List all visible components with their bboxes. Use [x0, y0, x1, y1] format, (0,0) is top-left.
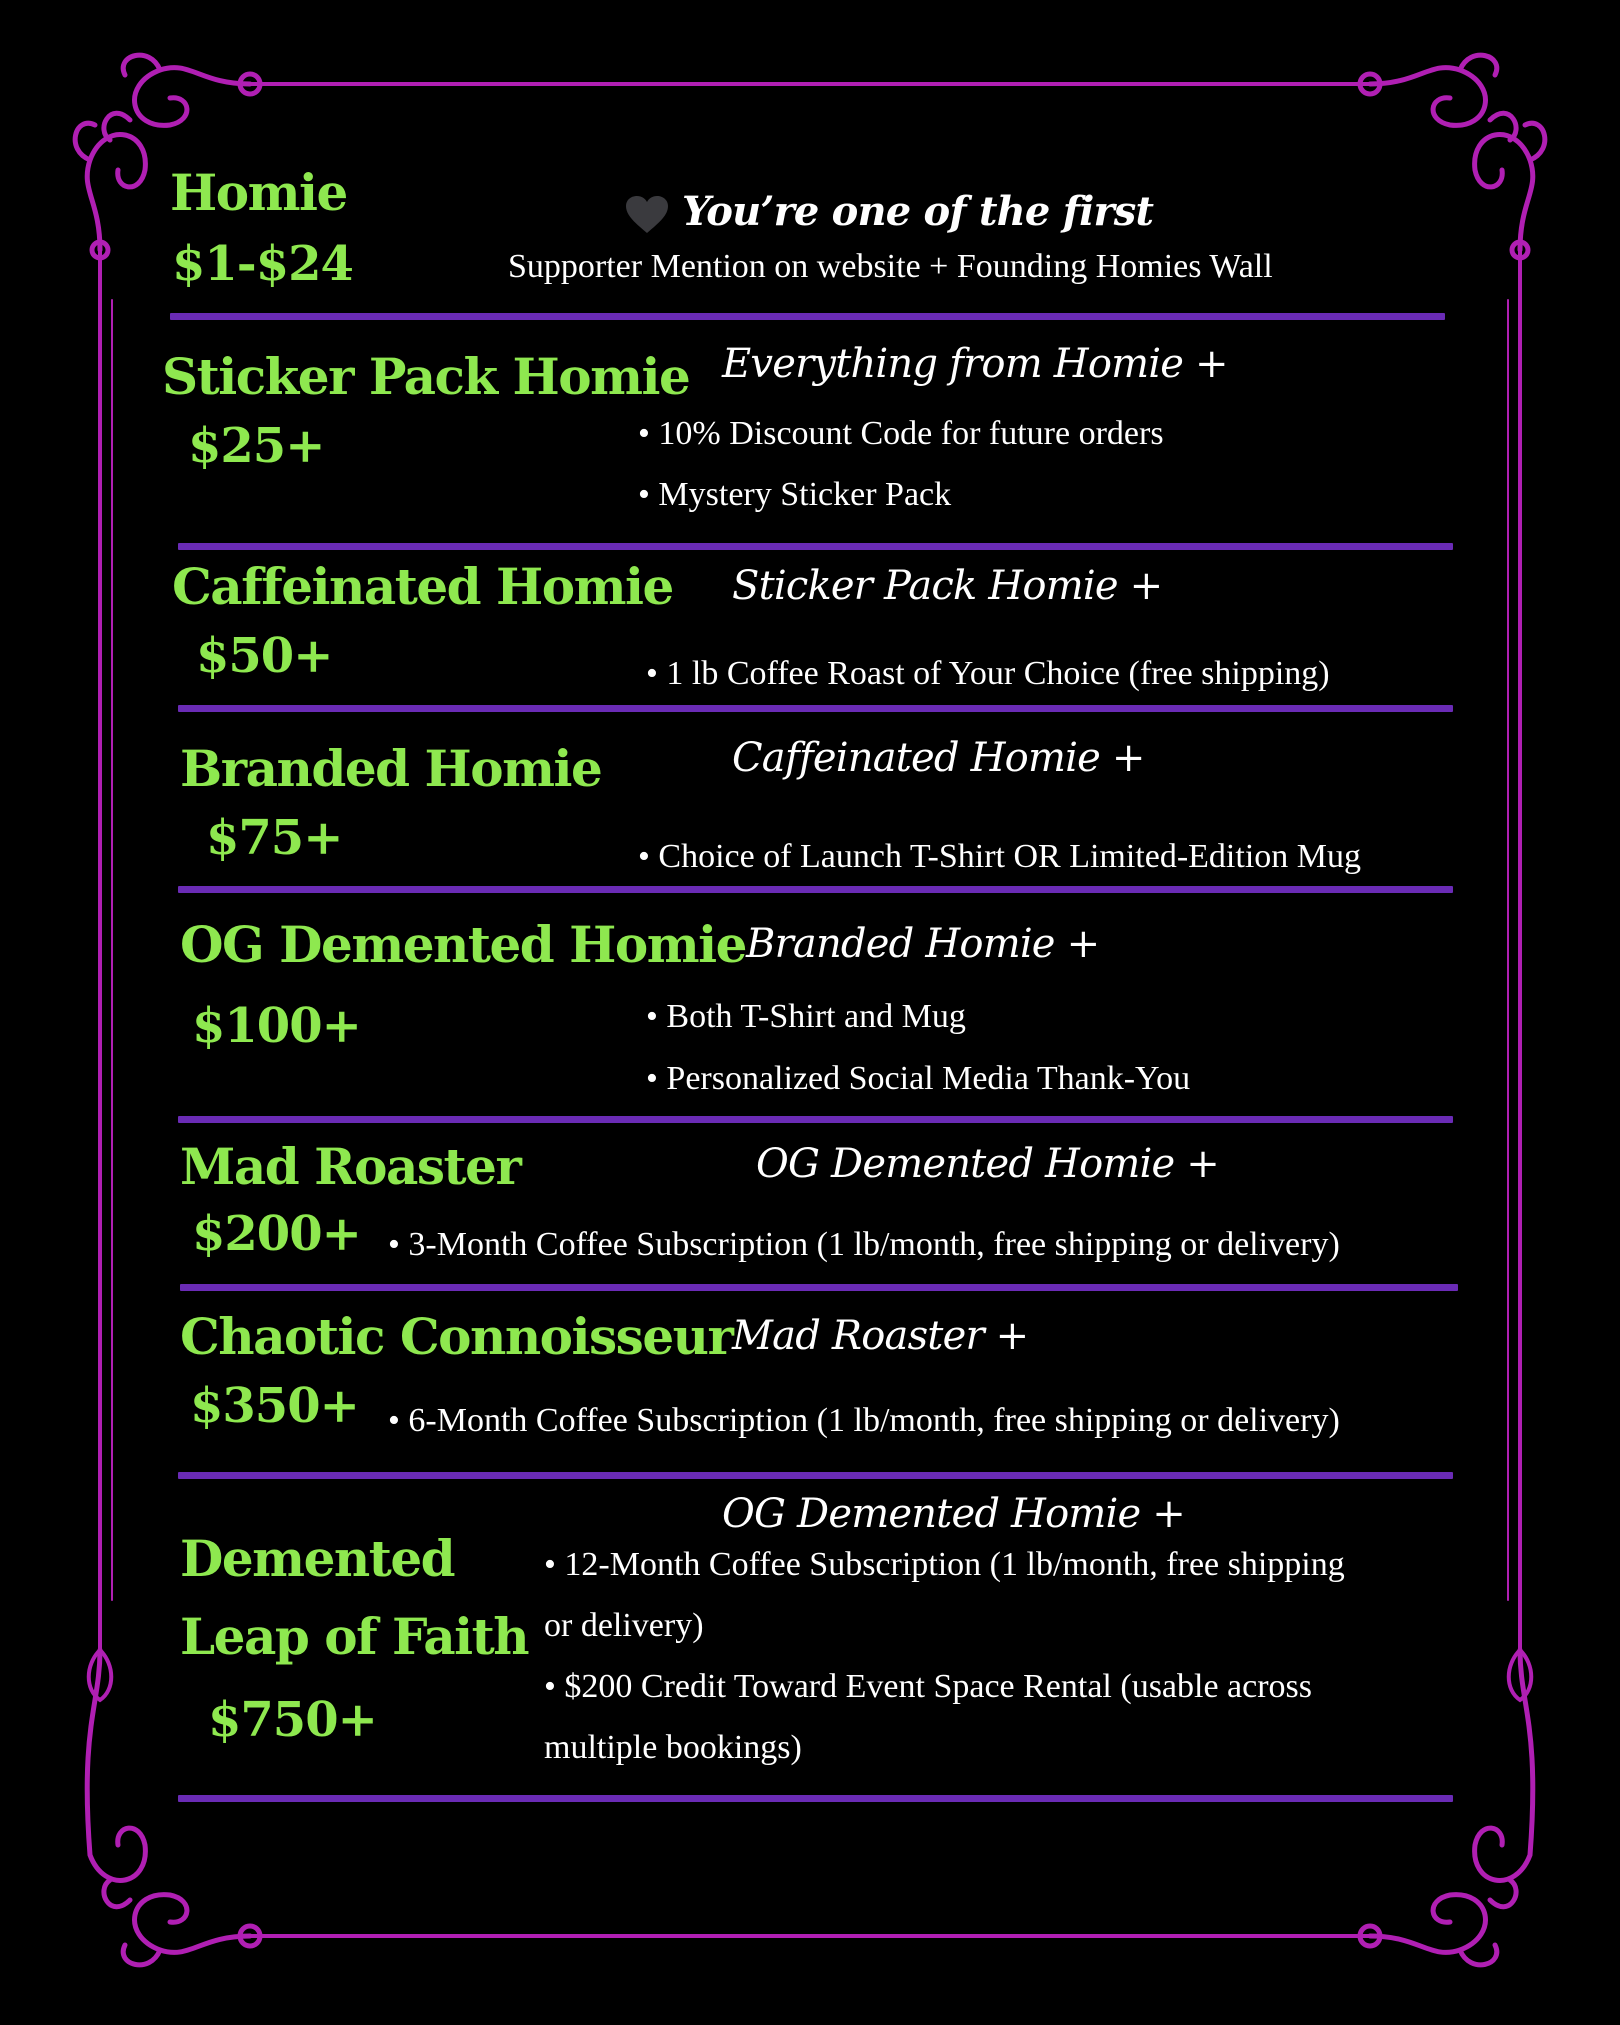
tier-heading [624, 188, 1154, 235]
corner-flourish-top-right [1360, 55, 1545, 258]
tier-name: Mad Roaster [180, 1137, 521, 1196]
divider [178, 1795, 1453, 1802]
tier-heading: Sticker Pack Homie + [732, 563, 1163, 609]
divider [178, 705, 1453, 712]
divider [178, 1472, 1453, 1479]
tier-perk: • 10% Discount Code for future orders [638, 415, 1164, 452]
divider [178, 886, 1453, 893]
tier-price: $100+ [192, 998, 361, 1054]
tier-price: $350+ [190, 1378, 359, 1434]
tier-heading: OG Demented Homie + [756, 1141, 1220, 1187]
tier-perk: Supporter Mention on website + Founding Homies Wall [508, 248, 1273, 285]
divider [178, 543, 1453, 550]
tier-perk: • Mystery Sticker Pack [638, 476, 952, 513]
tier-price: $50+ [196, 628, 333, 684]
divider [178, 1116, 1453, 1123]
tier-perk: • Choice of Launch T-Shirt OR Limited-Edition Mug [638, 838, 1361, 875]
tier-perk: • $200 Credit Toward Event Space Rental (usable across [544, 1668, 1313, 1705]
tier-name: Sticker Pack Homie [162, 347, 690, 406]
heart-icon [624, 195, 670, 235]
tier-name-line-2: Leap of Faith [180, 1607, 529, 1666]
tier-name-line-1: Demented [180, 1529, 455, 1588]
divider [170, 313, 1445, 320]
tier-perk: • 3-Month Coffee Subscription (1 lb/month, free shipping or delivery) [388, 1226, 1340, 1263]
corner-flourish-top-left [75, 55, 260, 258]
tier-price: $1-$24 [172, 236, 353, 292]
tier-price: $75+ [206, 810, 343, 866]
tier-name: OG Demented Homie [180, 915, 746, 974]
tier-heading: Branded Homie + [746, 921, 1100, 967]
tier-name: Caffeinated Homie [172, 557, 673, 616]
tier-heading: OG Demented Homie + [722, 1491, 1186, 1537]
tier-name: Homie [170, 163, 347, 222]
tier-perk: • 6-Month Coffee Subscription (1 lb/month, free shipping or delivery) [388, 1402, 1340, 1439]
tier-perk: • 12-Month Coffee Subscription (1 lb/month, free shipping [544, 1546, 1345, 1583]
tier-heading: Caffeinated Homie + [732, 735, 1145, 781]
tier-heading: Mad Roaster + [732, 1313, 1029, 1359]
corner-flourish-bottom-right [1360, 1650, 1533, 1965]
tier-price: $25+ [188, 418, 325, 474]
tier-perk: multiple bookings) [544, 1729, 802, 1766]
divider [180, 1284, 1458, 1291]
tier-price: $200+ [192, 1206, 361, 1262]
tier-name: Branded Homie [180, 739, 602, 798]
tier-price: $750+ [208, 1692, 377, 1748]
tier-perk: • 1 lb Coffee Roast of Your Choice (free shipping) [646, 655, 1330, 692]
tier-heading: Everything from Homie + [722, 341, 1228, 387]
tier-perk: • Both T-Shirt and Mug [646, 998, 966, 1035]
tier-name: Chaotic Connoisseur [180, 1307, 733, 1366]
tier-perk: or delivery) [544, 1607, 704, 1644]
tier-heading-text: You’re one of the first [682, 188, 1154, 235]
tier-perk: • Personalized Social Media Thank-You [646, 1060, 1191, 1097]
